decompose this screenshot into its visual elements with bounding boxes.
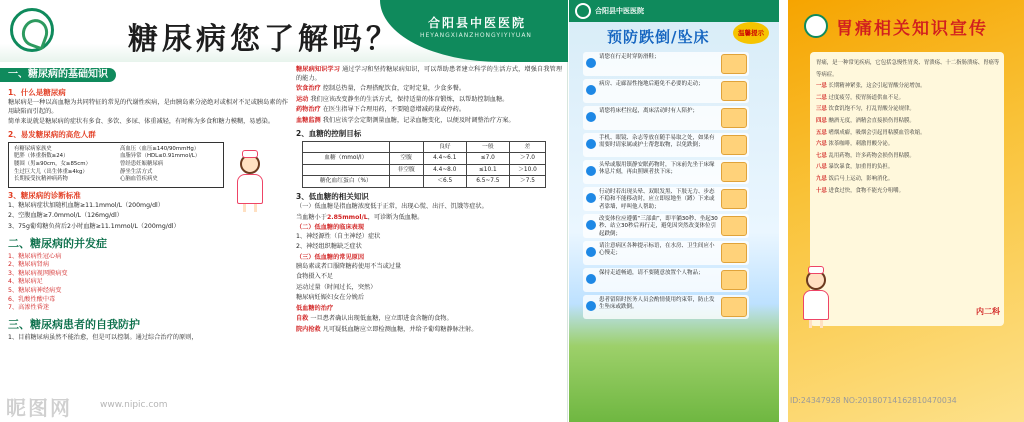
table-cell	[303, 141, 390, 153]
list-item: 1、糖尿病症状加随机血糖≥11.1mmol/L（200mg/dl）	[8, 201, 164, 209]
table-cell: 空腹	[389, 153, 423, 165]
paragraph-lead: 药物治疗	[296, 106, 321, 114]
tip-text: 请您在行走时穿防滑鞋；	[599, 54, 660, 60]
paragraph-text: 凡可疑低血糖应立即检测血糖，并给予葡萄糖静脉注射。	[322, 326, 478, 334]
table-cell	[389, 176, 423, 188]
list-item: 二忌 过度疲劳，使胃肠道供血不足。	[816, 94, 904, 101]
list-item	[583, 268, 749, 292]
fall-prevention-poster	[569, 0, 779, 422]
table-header-row	[303, 141, 546, 153]
list-item: 1、神经源性（自主神经）症状	[296, 232, 381, 240]
table-cell: 良好	[423, 141, 466, 153]
paragraph	[296, 85, 562, 94]
table-cell	[303, 164, 390, 176]
table-row	[303, 164, 546, 176]
list-item: 三忌 饮食饥饱不匀，打乱胃酸分泌规律。	[816, 106, 915, 113]
list-item: 3、75g葡萄糖负荷后2小时血糖≥11.1mmol/L（200mg/dl）	[8, 222, 180, 230]
tip-text: 患者留陪时医务人员会酌情使用约束带，防止发生坠床或跌倒。	[599, 297, 715, 311]
hospital-name: 合阳县中医医院	[595, 7, 644, 15]
list-item: 1、糖尿病性冠心病	[8, 252, 62, 260]
dizzy-icon	[721, 189, 747, 209]
paragraph	[296, 96, 562, 105]
table-cell: 一般	[466, 141, 509, 153]
risk-group-box	[8, 142, 224, 188]
hospital-logo-icon	[575, 3, 591, 19]
table-cell: 4.4~6.1	[423, 153, 466, 165]
text: 当血糖小于	[296, 213, 327, 221]
shoe-icon	[721, 54, 747, 74]
tip-text: 行动时若出现头晕、双眼发黑、下肢无力、步态不稳和不能移动时，应立即原地坐（蹲）下来或者靠墙，呼叫他人帮助；	[599, 189, 715, 210]
blood-glucose-table	[302, 141, 546, 188]
list-item: 2、糖尿病肾病	[8, 261, 50, 269]
paragraph-text: 通过学习和坚持糖尿病知识，可以帮助患者建立科学的生活方式，增强自我管理的能力。	[296, 66, 563, 82]
poster-title: 糖尿病您了解吗？	[128, 22, 400, 57]
list-item: 生过巨大儿（出生体重≥4kg）	[14, 168, 88, 175]
bullet-icon	[586, 220, 596, 230]
list-item: 七忌 乱用药物，许多药物会损伤胃粘膜。	[816, 152, 915, 159]
watermark-logo: 昵图网	[6, 396, 72, 420]
paragraph-text: 我们应该改变静坐的生活方式，保持适量的体育锻炼，以帮助控制血糖。	[310, 95, 509, 103]
bullet-icon	[586, 274, 596, 284]
list-item	[583, 106, 749, 130]
sign-icon	[721, 243, 747, 263]
bullet-icon	[586, 85, 596, 95]
text: ，可诊断为低血糖。	[367, 213, 424, 221]
paragraph: 1、目前糖尿病虽然不能治愈，但是可以控制。通过综合治疗的原则，	[8, 333, 198, 341]
bullet-icon	[586, 112, 596, 122]
restraint-icon	[721, 297, 747, 317]
subsection-heading: 2、血糖的控制目标	[296, 128, 362, 138]
subsection-heading: （三）低血糖的常见原因	[296, 253, 365, 261]
watermark-url: www.nipic.com	[100, 400, 168, 410]
list-item: 八忌 暴饮暴食，加重胃的负担。	[816, 164, 894, 171]
table-cell: ≤7.0	[466, 153, 509, 165]
tip-text: 改变体位应遵循“三部曲”，即平躺30秒、坐起30秒、站立30秒后再行走，避免因突然改变体位引起跌倒；	[599, 216, 718, 237]
tip-text: 病房、走廊湿性拖地后避免不必要的走动；	[599, 81, 704, 87]
table-cell: 血糖（mmol/l）	[303, 153, 390, 165]
bullet-icon	[586, 247, 596, 257]
list-item: 血脂异常（HDL≤0.91mmol/L）	[120, 153, 201, 160]
complication-list	[8, 253, 288, 313]
hospital-name-en: HEYANGXIANZHONGYIYIYUAN	[420, 32, 532, 39]
paragraph: 胃痛，是一种常见疾病，它包括急慢性胃炎、胃溃疡、十二指肠溃疡、胃癌等等病症。	[816, 60, 1000, 78]
paragraph: 糖尿病是一种以高血糖为共同特征的常见的代谢性疾病，是由胰岛素分泌绝对或相对不足或胰岛素的作用缺陷而引起的。	[8, 99, 288, 115]
phone-icon	[721, 135, 747, 155]
list-item: 心脑血管疾病史	[120, 176, 158, 183]
list-item: 肥胖（体重指数≥24）	[14, 153, 69, 160]
subsection-heading: 3、糖尿病的诊断标准	[8, 190, 81, 200]
wet-floor-icon	[721, 81, 747, 101]
list-item: 运动过量（时间过长，突然）	[296, 283, 377, 291]
paragraph-lead: 饮食治疗	[296, 85, 321, 93]
list-item: 5、糖尿病神经病变	[8, 286, 62, 294]
table-cell: ＞7.5	[509, 176, 545, 188]
bullet-icon	[586, 301, 596, 311]
paragraph	[296, 106, 562, 115]
stomach-pain-poster	[788, 0, 1024, 422]
assist-icon	[721, 162, 747, 182]
list-item: 糖尿病妊娠妇女在分娩后	[296, 294, 365, 302]
bullet-icon	[586, 58, 596, 68]
list-item: 静坐生活方式	[120, 168, 153, 175]
tip-text: 请您将床栏拉起，离床活动时有人陪护；	[599, 108, 699, 114]
subsection-heading: 1、什么是糖尿病	[8, 88, 66, 97]
threshold-value: 2.85mmol/L	[326, 213, 368, 221]
tip-text: 请注意病区各种提示标语，在水房、卫生间应小心慢走；	[599, 243, 715, 257]
table-cell: ＞7.0	[509, 153, 545, 165]
tip-text: 头晕或服用镇静安眠药物时，下床前先坐于床缘休息片刻，再由照顾者扶下床；	[599, 162, 715, 176]
poster-title: 预防跌倒/坠床	[607, 28, 710, 46]
list-item	[583, 187, 749, 211]
list-item: 六忌 浓茶咖啡，刺激胃酸分泌。	[816, 141, 894, 148]
list-item: 食物摄入不足	[296, 273, 334, 281]
paragraph-lead: 糖尿病知识学习	[296, 66, 341, 73]
list-item	[583, 241, 749, 265]
list-item: 3、糖尿病视网膜病变	[8, 269, 68, 277]
paragraph-lead: 血糖监测	[296, 116, 321, 124]
list-item: 7、高渗性昏迷	[8, 304, 50, 312]
bullet-icon	[586, 193, 596, 203]
subsection-heading: （二）低血糖的临床表现	[296, 224, 365, 232]
list-item	[583, 160, 749, 184]
corridor-icon	[721, 270, 747, 290]
paragraph: 简单来说就是糖尿病的症状有多食、多饮、多尿、体重减轻，有时称为多食和糖力模糊，易感染。	[8, 118, 275, 126]
list-item: 五忌 嗜烟成癖，吸烟会引起胃粘膜血管收缩。	[816, 129, 926, 136]
bullet-icon	[586, 139, 596, 149]
hospital-logo-icon	[10, 8, 54, 52]
table-cell: ＞10.0	[509, 164, 545, 176]
list-item	[583, 133, 749, 157]
nurse-cartoon-icon	[798, 266, 832, 328]
list-item	[583, 214, 749, 238]
list-item: 长期接受抗精神病药物	[14, 176, 68, 183]
paragraph	[296, 326, 562, 335]
list-item: 曾经患妊娠糖尿病	[120, 160, 164, 167]
list-item: 有糖尿病家族史	[14, 145, 52, 152]
list-item: 胰岛素或者口服降糖药使用不当或过量	[296, 262, 402, 270]
list-item	[583, 52, 749, 76]
table-cell: 糖化血红蛋白（%）	[303, 176, 390, 188]
list-item	[583, 295, 749, 319]
subsection-heading: 2、易发糖尿病的高危人群	[8, 129, 96, 139]
list-item: 四忌 酗酒无度，酒精会直接损伤胃粘膜。	[816, 117, 915, 124]
section-heading: 一、糖尿病的基础知识	[0, 68, 116, 82]
list-item: 腰围（男≥90cm，女≥85cm）	[14, 160, 91, 167]
list-item: 十忌 进食过快，食物不能充分咀嚼。	[816, 187, 904, 194]
hospital-logo-icon	[804, 14, 828, 38]
paragraph-lead: 院内抢救	[296, 326, 321, 334]
bullet-icon	[586, 166, 596, 176]
paragraph-text: 在医生指导下合理用药，不要随意增减药量或停药。	[322, 106, 466, 114]
paragraph	[296, 315, 562, 324]
reminder-badge: 温馨提示	[733, 22, 769, 44]
paragraph: （一）低血糖是指血糖浓度低于正常，出现心慌、出汗、饥饿等症状。	[296, 202, 488, 210]
nurse-cartoon-icon	[232, 150, 266, 212]
section-heading: 三、糖尿病患者的自我防护	[8, 317, 140, 331]
poster-text	[816, 58, 1000, 197]
table-cell: 6.5~7.5	[466, 176, 509, 188]
paragraph-text: 一旦患者确认出现低血糖，应立即进食含糖的食物。	[310, 315, 453, 323]
department-sign: 内二科	[976, 307, 1000, 316]
table-cell: 非空腹	[389, 164, 423, 176]
paragraph	[296, 66, 562, 83]
poster-title: 胃痛相关知识宣传	[836, 19, 988, 39]
list-item: 2、神经组织糖缺乏症状	[296, 243, 362, 251]
table-cell: ＜6.5	[423, 176, 466, 188]
table-row	[303, 176, 546, 188]
stand-up-icon	[721, 216, 747, 236]
section-heading: 二、糖尿病的并发症	[8, 236, 107, 250]
list-item: 一忌 长期精神紧张，这会引起胃酸分泌增加。	[816, 83, 926, 90]
list-item: 4、糖尿病足	[8, 278, 43, 286]
list-item	[583, 79, 749, 103]
paragraph	[296, 117, 562, 126]
image-id-caption: ID:24347928 NO:20180714162810470034	[790, 396, 957, 405]
list-item: 高血压（血压≥140/90mmHg）	[120, 145, 200, 152]
right-column	[296, 66, 562, 337]
table-cell: 差	[509, 141, 545, 153]
list-item: 低血糖的治疗	[296, 304, 334, 312]
table-cell	[389, 141, 423, 153]
tip-text: 手机、眼镜、杂志等放在随手易取之处，如果有需要时请家属或护士帮您取物，以免跌倒；	[599, 135, 715, 149]
bed-rail-icon	[721, 108, 747, 128]
tip-text: 保持走道畅通，请不要随意放置个人物品；	[599, 270, 704, 276]
paragraph	[296, 214, 562, 223]
list-item: 九忌 饭后马上运动，影响消化。	[816, 175, 894, 182]
paragraph-text: 控制总热量，合理搭配饮食，定时定量，少食多餐。	[322, 85, 466, 93]
paragraph-text: 我们应该学会定期测量血糖，记录血糖变化，以便及时调整治疗方案。	[322, 116, 515, 124]
paragraph-lead: 自救	[296, 315, 309, 323]
tips-list	[583, 52, 749, 322]
table-cell: ≤10.1	[466, 164, 509, 176]
paragraph-lead: 运动	[296, 95, 309, 103]
list-item: 2、空腹血糖≥7.0mmol/L（126mg/dl）	[8, 212, 123, 220]
table-cell: 4.4~8.0	[423, 164, 466, 176]
subsection-heading: 3、低血糖的相关知识	[296, 191, 369, 201]
list-item: 6、乳酸性酸中毒	[8, 295, 56, 303]
hospital-name: 合阳县中医医院	[428, 16, 527, 30]
table-row	[303, 153, 546, 165]
